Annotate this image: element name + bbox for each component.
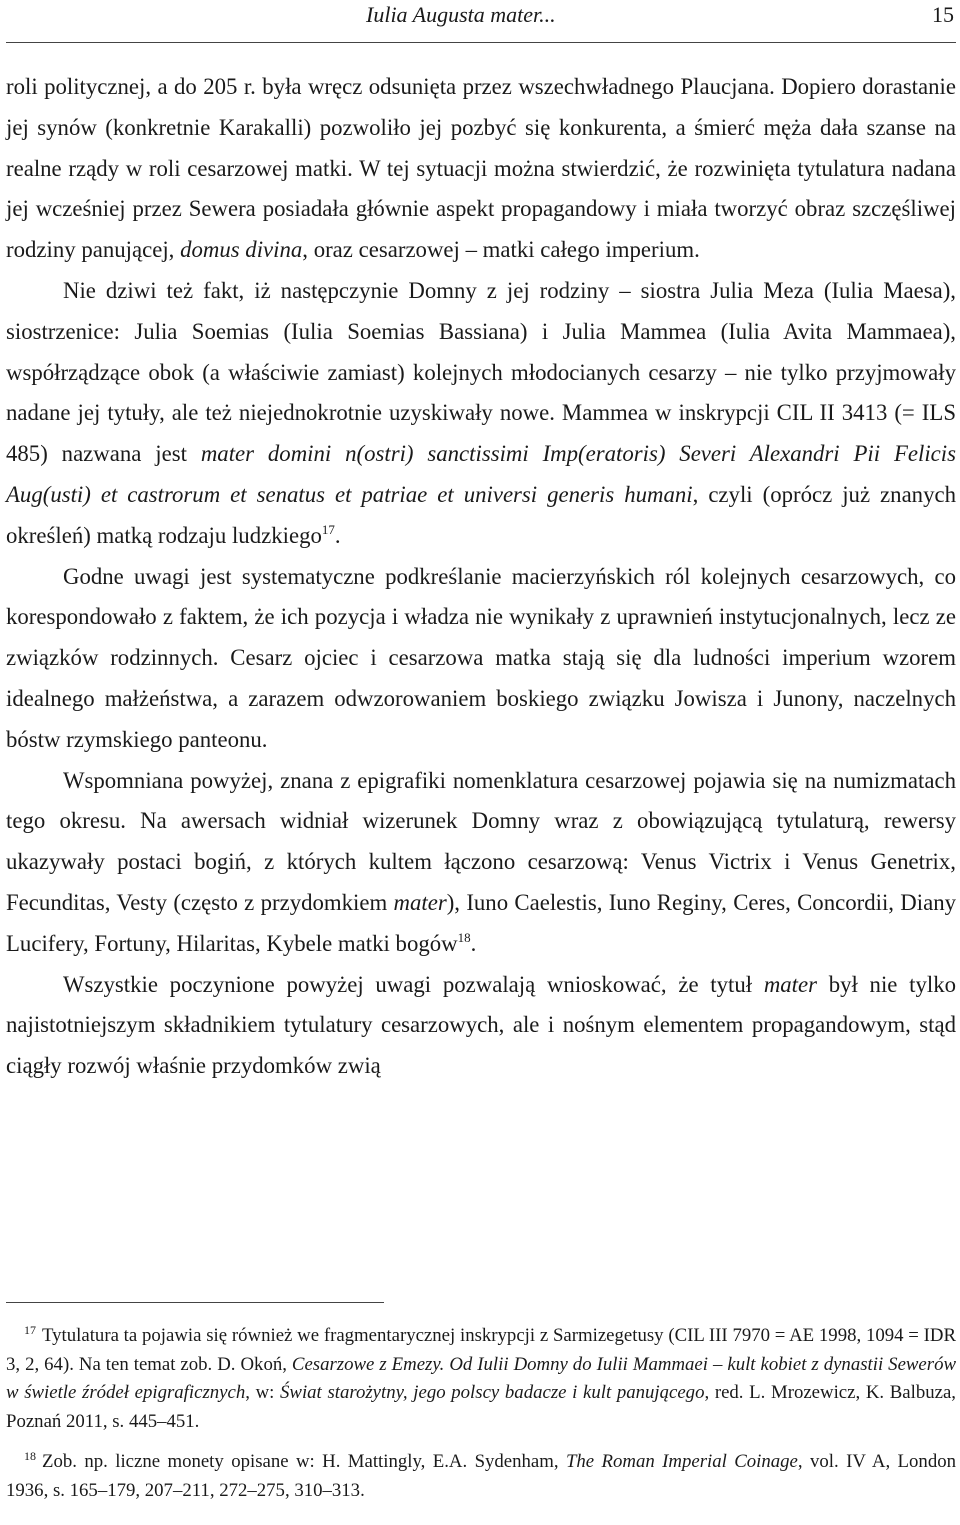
text-run: Nie dziwi też fakt, iż następczynie Domny z jej rodziny – siostra Julia Meza (Iulia Maesa), siostrzenice: Julia Soemias (Iulia Soemias Bassiana) i Julia Mammea (Iulia Avita Mammaea), współrządzące obok (a właściwie zamiast) kolejnych młodocianych cesarzy – nie tylko przyjmowały nadane jej tytuły, ale też niejednokrotnie uzyskiwały nowe. Mammea w inskrypcji CIL II 3413 (= ILS 485) nazwana jest [6, 277, 956, 467]
footnote-17 [6, 1322, 956, 1436]
footnote-18 [6, 1448, 956, 1505]
text-run: , oraz cesarzowej – matki całego imperium. [302, 237, 700, 263]
text-run: , vol. IV A, London 1936, s. 165–179, 207–211, 272–275, 310–313. [6, 1451, 956, 1501]
paragraph [6, 67, 956, 271]
paragraph [6, 965, 956, 1087]
page-number: 15 [932, 2, 954, 27]
footnote-reference[interactable]: 18 [457, 929, 471, 945]
text-run: . [470, 930, 477, 956]
text-run: . [334, 522, 341, 548]
text-run: Tytulatura ta pojawia się również we fragmentarycznej inskrypcji z Sarmizegetusy (CIL III 7970 = AE 1998, 1094 = IDR 3, 2, 64). Na ten temat zob. D. Okoń, [6, 1325, 956, 1375]
text-run: , red. L. Mrozewicz, K. Balbuza, Poznań 2011, s. 445–451. [6, 1382, 956, 1432]
paragraph [6, 557, 956, 761]
footnotes [6, 1322, 956, 1518]
page [6, 0, 956, 1525]
footnote-reference[interactable]: 17 [321, 521, 335, 537]
italic-text: mater [763, 971, 817, 997]
text-run: ), Iuno Caelestis, Iuno Reginy, Ceres, Concordii, Diany Lucifery, Fortuny, Hilaritas, Kybele matki bogów [6, 889, 956, 956]
text-run: roli politycznej, a do 205 r. była wręcz odsunięta przez wszechwładnego Plaucjana. Dopiero dorastanie jej synów (konkretnie Karakalli) pozwoliło jej pozbyć się konkurenta, a śmierć męża dała szanse na realne rządy w roli cesarzowej matki. W tej sytuacji można stwierdzić, że rozwinięta tytulatura nadana jej wcześniej przez Sewera posiadała głównie aspekt propagandowy i miała tworzyć obraz szczęśliwej rodziny panującej, [6, 74, 956, 263]
italic-text: Świat starożytny, jego polscy badacze i kult panującego [280, 1382, 705, 1404]
footnote-number: 17 [24, 1323, 36, 1337]
running-head [6, 0, 954, 40]
footnote-number: 18 [24, 1449, 36, 1464]
text-run: , w: [245, 1382, 281, 1404]
text-run: Zob. np. liczne monety opisane w: H. Mattingly, E.A. Sydenham, [42, 1451, 566, 1473]
text-run: , czyli (oprócz już znanych określeń) matką rodzaju ludzkiego [6, 481, 956, 548]
italic-text: domus divina [180, 237, 303, 263]
text-run: Godne uwagi jest systematyczne podkreślanie macierzyńskich ról kolejnych cesarzowych, co korespondowało z faktem, że ich pozycja i władza nie wynikały z uprawnień instytucjonalnych, lecz ze związków rodzinnych. Cesarz ojciec i cesarzowa matka stają się dla ludności imperium wzorem idealnego małżeństwa, a zarazem odwzorowaniem boskiego związku Jowisza i Junony, naczelnych bóstw rzymskiego panteonu. [6, 563, 956, 752]
italic-text: The Roman Imperial Coinage [565, 1451, 798, 1473]
text-run: Wspomniana powyżej, znana z epigrafiki nomenklatura cesarzowej pojawia się na numizmatach tego okresu. Na awersach widniał wizerunek Domny wraz z obowiązującą tytulaturą, rewersy ukazywały postaci bogiń, z których kultem łączono cesarzową: Venus Victrix i Venus Genetrix, Fecunditas, Vesty (często z przydomkiem [6, 767, 956, 915]
italic-text: Cesarzowe z Emezy. Od Iulii Domny do Iulii Mammaei – kult kobiet z dynastii Sewerów w świetle źródeł epigraficznych [6, 1353, 956, 1404]
text-run: był nie tylko najistotniejszym składnikiem tytulatury cesarzowych, ale i nośnym elementem propagandowym, stąd ciągły rozwój właśnie przydomków zwią [6, 971, 956, 1079]
running-title: Iulia Augusta mater... [366, 2, 556, 27]
italic-text: mater domini n(ostri) sanctissimi Imp(eratoris) Severi Alexandri Pii Felicis Aug(usti) et castrorum et senatus et patriae et universi generis humani [6, 441, 956, 507]
paragraph [6, 271, 956, 557]
paragraph [6, 761, 956, 965]
header-rule [6, 42, 956, 43]
body-text [6, 67, 956, 1087]
footnote-rule [6, 1302, 384, 1303]
text-run: Wszystkie poczynione powyżej uwagi pozwalają wnioskować, że tytuł [63, 971, 764, 997]
italic-text: mater [393, 889, 447, 915]
